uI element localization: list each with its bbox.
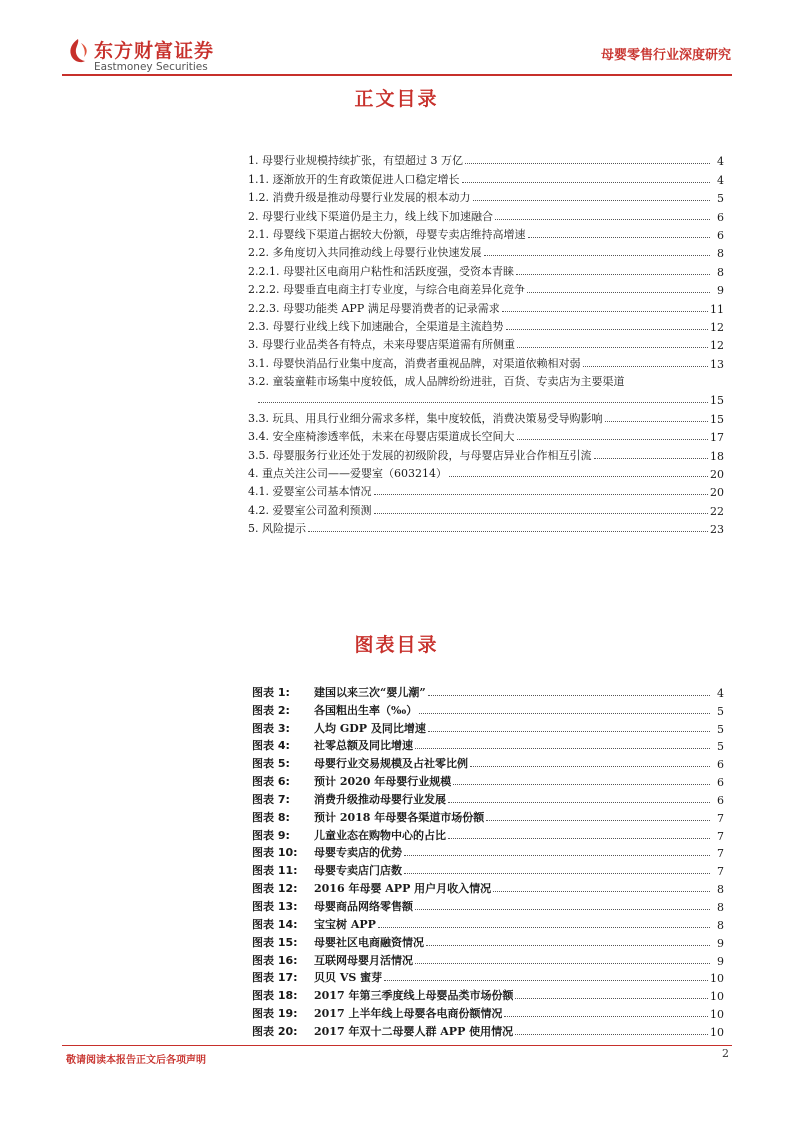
figure-item-label: 消费升级推动母婴行业发展 xyxy=(314,792,446,806)
contents-item[interactable] xyxy=(248,407,724,425)
contents-item-page: 13 xyxy=(710,357,724,371)
header-divider xyxy=(62,74,732,76)
figure-item[interactable] xyxy=(252,736,724,754)
dot-leader xyxy=(308,531,708,532)
contents-item[interactable] xyxy=(248,205,724,223)
dot-leader xyxy=(258,402,708,403)
figure-item-page: 6 xyxy=(717,793,724,807)
dot-leader xyxy=(453,784,710,785)
figure-item[interactable] xyxy=(252,878,724,896)
dot-leader xyxy=(506,329,709,330)
figure-item-page: 10 xyxy=(710,972,724,986)
contents-item[interactable] xyxy=(248,334,724,352)
contents-item[interactable] xyxy=(248,150,724,168)
contents-item-page: 17 xyxy=(710,431,724,445)
contents-item[interactable] xyxy=(248,297,724,315)
contents-item-page: 22 xyxy=(710,504,724,518)
contents-item-label: 3.5. 母婴服务行业还处于发展的初级阶段，与母婴店异业合作相互引流 xyxy=(248,448,592,462)
dot-leader xyxy=(605,421,709,422)
contents-item[interactable] xyxy=(248,279,724,297)
figure-item[interactable] xyxy=(252,753,724,771)
figure-item[interactable] xyxy=(252,843,724,861)
contents-item[interactable] xyxy=(248,371,724,389)
disclaimer-text: 敬请阅读本报告正文后各项声明 xyxy=(66,1055,206,1066)
figure-item-label: 母婴专卖店门店数 xyxy=(314,864,402,878)
figure-item[interactable] xyxy=(252,771,724,789)
figure-item-label: 2017 上半年线上母婴各电商份额情况 xyxy=(314,1007,503,1021)
dot-leader xyxy=(378,927,710,928)
contents-item-label: 4.2. 爱婴室公司盈利预测 xyxy=(248,503,372,517)
figure-item-page: 7 xyxy=(717,847,724,861)
figure-item-label: 母婴专卖店的优势 xyxy=(314,846,402,860)
dot-leader xyxy=(404,855,710,856)
figure-item[interactable] xyxy=(252,789,724,807)
figure-item-page: 7 xyxy=(717,829,724,843)
contents-item-label: 1.1. 逐渐放开的生育政策促进人口稳定增长 xyxy=(248,172,460,186)
contents-item-page: 6 xyxy=(717,210,724,224)
contents-item-label: 5. 风险提示 xyxy=(248,522,306,536)
figure-item[interactable] xyxy=(252,932,724,950)
contents-item-label: 2.2.1. 母婴社区电商用户粘性和活跃度强，受资本青睐 xyxy=(248,264,514,278)
figure-item-page: 8 xyxy=(717,900,724,914)
dot-leader xyxy=(384,980,708,981)
contents-item-page: 4 xyxy=(717,155,724,169)
figure-item-number: 图表 6: xyxy=(252,775,290,789)
dot-leader xyxy=(484,255,711,256)
brand-name-english: Eastmoney Securities xyxy=(94,61,208,73)
dot-leader xyxy=(515,1034,708,1035)
figure-item-number: 图表 8: xyxy=(252,810,290,824)
dot-leader xyxy=(465,163,710,164)
contents-item-page: 6 xyxy=(717,228,724,242)
contents-item-label: 3.4. 安全座椅渗透率低，未来在母婴店渠道成长空间大 xyxy=(248,430,515,444)
figure-item-label: 社零总额及同比增速 xyxy=(314,739,413,753)
dot-leader xyxy=(528,237,711,238)
contents-item[interactable] xyxy=(248,389,724,407)
figure-item-label: 2017 年第三季度线上母婴品类市场份额 xyxy=(314,989,514,1003)
contents-item-page: 8 xyxy=(717,247,724,261)
contents-item-page: 9 xyxy=(717,284,724,298)
contents-item[interactable] xyxy=(248,444,724,462)
figure-item-number: 图表 20: xyxy=(252,1024,298,1038)
figure-item[interactable] xyxy=(252,700,724,718)
dot-leader xyxy=(583,366,709,367)
contents-item-label: 2.2.3. 母婴功能类 APP 满足母婴消费者的记录需求 xyxy=(248,301,500,315)
figure-item-label: 建国以来三次“婴儿潮” xyxy=(314,685,426,699)
contents-item-page: 12 xyxy=(710,339,724,353)
figure-item-label: 预计 2020 年母婴行业规模 xyxy=(314,775,452,789)
contents-item-label: 1. 母婴行业规模持续扩张，有望超过 3 万亿 xyxy=(248,154,463,168)
contents-item[interactable] xyxy=(248,187,724,205)
dot-leader xyxy=(594,458,709,459)
figure-item[interactable] xyxy=(252,914,724,932)
figure-item-number: 图表 14: xyxy=(252,917,298,931)
dot-leader xyxy=(493,891,710,892)
dot-leader xyxy=(470,766,710,767)
contents-item[interactable] xyxy=(248,426,724,444)
contents-item-page: 18 xyxy=(710,449,724,463)
figure-item-number: 图表 2: xyxy=(252,703,290,717)
contents-item-label: 4. 重点关注公司——爱婴室（603214） xyxy=(248,467,447,481)
contents-item-page: 11 xyxy=(710,302,724,316)
figure-item-number: 图表 1: xyxy=(252,685,290,699)
figure-item-number: 图表 12: xyxy=(252,882,298,896)
contents-item-label: 2.1. 母婴线下渠道占据较大份额，母婴专卖店维持高增速 xyxy=(248,227,526,241)
contents-item-label: 3. 母婴行业品类各有特点，未来母婴店渠道需有所侧重 xyxy=(248,338,515,352)
contents-item[interactable] xyxy=(248,481,724,499)
figure-item-page: 9 xyxy=(717,936,724,950)
figure-item[interactable] xyxy=(252,718,724,736)
figure-item-number: 图表 5: xyxy=(252,757,290,771)
dot-leader xyxy=(428,731,710,732)
dot-leader xyxy=(448,802,710,803)
contents-item-page: 15 xyxy=(710,394,724,408)
figure-item-label: 母婴商品网络零售额 xyxy=(314,899,413,913)
figure-item-label: 2017 年双十二母婴人群 APP 使用情况 xyxy=(314,1024,514,1038)
contents-item-label: 3.3. 玩具、用具行业细分需求多样，集中度较低，消费决策易受导购影响 xyxy=(248,411,603,425)
figure-item[interactable] xyxy=(252,968,724,986)
figure-item-label: 儿童业态在购物中心的占比 xyxy=(314,828,446,842)
dot-leader xyxy=(374,513,709,514)
contents-item-page: 4 xyxy=(717,173,724,187)
contents-item-page: 20 xyxy=(710,486,724,500)
contents-item-label: 2.3. 母婴行业线上线下加速融合，全渠道是主流趋势 xyxy=(248,319,504,333)
contents-item-label: 2. 母婴行业线下渠道仍是主力，线上线下加速融合 xyxy=(248,209,493,223)
figure-item-label: 互联网母婴月活情况 xyxy=(314,953,413,967)
dot-leader xyxy=(415,963,710,964)
figure-item-page: 10 xyxy=(710,1025,724,1039)
figure-item-page: 10 xyxy=(710,990,724,1004)
figure-item-number: 图表 15: xyxy=(252,935,298,949)
figure-item-number: 图表 18: xyxy=(252,989,298,1003)
contents-item-label: 1.2. 消费升级是推动母婴行业发展的根本动力 xyxy=(248,191,471,205)
contents-item[interactable] xyxy=(248,242,724,260)
contents-item-label: 2.2. 多角度切入共同推动线上母婴行业快速发展 xyxy=(248,246,482,260)
dot-leader xyxy=(502,311,708,312)
figure-item[interactable] xyxy=(252,950,724,968)
dot-leader xyxy=(462,182,711,183)
dot-leader xyxy=(495,219,710,220)
figure-item-page: 9 xyxy=(717,954,724,968)
figure-item-page: 8 xyxy=(717,883,724,897)
contents-list xyxy=(248,150,724,536)
figure-item-page: 10 xyxy=(710,1008,724,1022)
figure-item-page: 7 xyxy=(717,811,724,825)
dot-leader xyxy=(415,748,710,749)
footer-divider xyxy=(62,1045,732,1046)
figure-item-label: 人均 GDP 及同比增速 xyxy=(314,721,426,735)
contents-item[interactable] xyxy=(248,224,724,242)
contents-item-label: 3.2. 童装童鞋市场集中度较低，成人品牌纷纷进驻，百货、专卖店为主要渠道 xyxy=(248,375,625,389)
figure-item-page: 6 xyxy=(717,758,724,772)
contents-item-page: 15 xyxy=(710,412,724,426)
figure-item-label: 贝贝 VS 蜜芽 xyxy=(314,971,383,985)
figure-item-number: 图表 16: xyxy=(252,953,298,967)
figures-title: 图表目录 xyxy=(354,634,439,656)
dot-leader xyxy=(426,945,710,946)
dot-leader xyxy=(517,347,708,348)
report-title: 母婴零售行业深度研究 xyxy=(600,48,731,63)
figure-item-number: 图表 19: xyxy=(252,1007,298,1021)
contents-item[interactable] xyxy=(248,518,724,536)
dot-leader xyxy=(527,292,710,293)
contents-item-page: 12 xyxy=(710,320,724,334)
figure-item[interactable] xyxy=(252,860,724,878)
contents-item[interactable] xyxy=(248,352,724,370)
figure-item-number: 图表 13: xyxy=(252,899,298,913)
figure-item-label: 宝宝树 APP xyxy=(314,917,376,931)
contents-item-page: 23 xyxy=(710,523,724,537)
dot-leader xyxy=(448,838,710,839)
contents-item-label: 3.1. 母婴快消品行业集中度高，消费者重视品牌，对渠道依赖相对弱 xyxy=(248,356,581,370)
figure-item[interactable] xyxy=(252,825,724,843)
dot-leader xyxy=(449,476,708,477)
figure-item-number: 图表 17: xyxy=(252,971,298,985)
figure-item-number: 图表 9: xyxy=(252,828,290,842)
contents-item-page: 5 xyxy=(717,192,724,206)
figure-item[interactable] xyxy=(252,1003,724,1021)
dot-leader xyxy=(415,909,710,910)
dot-leader xyxy=(428,695,710,696)
figure-item-page: 6 xyxy=(717,776,724,790)
contents-item-page: 8 xyxy=(717,265,724,279)
brand-name: 东方财富证券 xyxy=(94,40,215,62)
figure-item[interactable] xyxy=(252,1021,724,1039)
dot-leader xyxy=(517,439,709,440)
figure-item-label: 各国粗出生率（‰） xyxy=(314,703,418,717)
figure-item-label: 母婴行业交易规模及占社零比例 xyxy=(314,757,468,771)
figure-item-number: 图表 4: xyxy=(252,739,290,753)
figure-item[interactable] xyxy=(252,807,724,825)
figure-item-page: 5 xyxy=(717,704,724,718)
figure-item-label: 母婴社区电商融资情况 xyxy=(314,935,424,949)
figure-item-page: 7 xyxy=(717,865,724,879)
contents-title: 正文目录 xyxy=(354,88,439,110)
contents-item-label: 2.2.2. 母婴垂直电商主打专业度，与综合电商差异化竞争 xyxy=(248,283,525,297)
contents-item[interactable] xyxy=(248,260,724,278)
figure-item-page: 5 xyxy=(717,740,724,754)
dot-leader xyxy=(516,274,710,275)
contents-item[interactable] xyxy=(248,499,724,517)
figure-item-label: 2016 年母婴 APP 用户月收入情况 xyxy=(314,882,492,896)
dot-leader xyxy=(515,998,708,999)
figure-item-number: 图表 3: xyxy=(252,721,290,735)
contents-item[interactable] xyxy=(248,316,724,334)
page-header xyxy=(0,0,793,80)
figure-item-page: 8 xyxy=(717,918,724,932)
figure-item-label: 预计 2018 年母婴各渠道市场份额 xyxy=(314,810,485,824)
contents-item-page: 20 xyxy=(710,468,724,482)
figure-item-number: 图表 10: xyxy=(252,846,298,860)
figure-item-number: 图表 7: xyxy=(252,792,290,806)
figure-item[interactable] xyxy=(252,896,724,914)
dot-leader xyxy=(504,1016,708,1017)
dot-leader xyxy=(374,494,709,495)
figures-list xyxy=(252,682,724,1039)
dot-leader xyxy=(486,820,710,821)
dot-leader xyxy=(419,713,710,714)
contents-item[interactable] xyxy=(248,168,724,186)
figure-item[interactable] xyxy=(252,985,724,1003)
dot-leader xyxy=(473,200,711,201)
page-number: 2 xyxy=(722,1047,729,1060)
contents-item[interactable] xyxy=(248,463,724,481)
figure-item-page: 5 xyxy=(717,722,724,736)
eastmoney-logo-icon xyxy=(66,37,90,65)
figure-item-number: 图表 11: xyxy=(252,864,298,878)
contents-item-label: 4.1. 爱婴室公司基本情况 xyxy=(248,485,372,499)
figure-item[interactable] xyxy=(252,682,724,700)
dot-leader xyxy=(404,873,710,874)
figure-item-page: 4 xyxy=(717,686,724,700)
